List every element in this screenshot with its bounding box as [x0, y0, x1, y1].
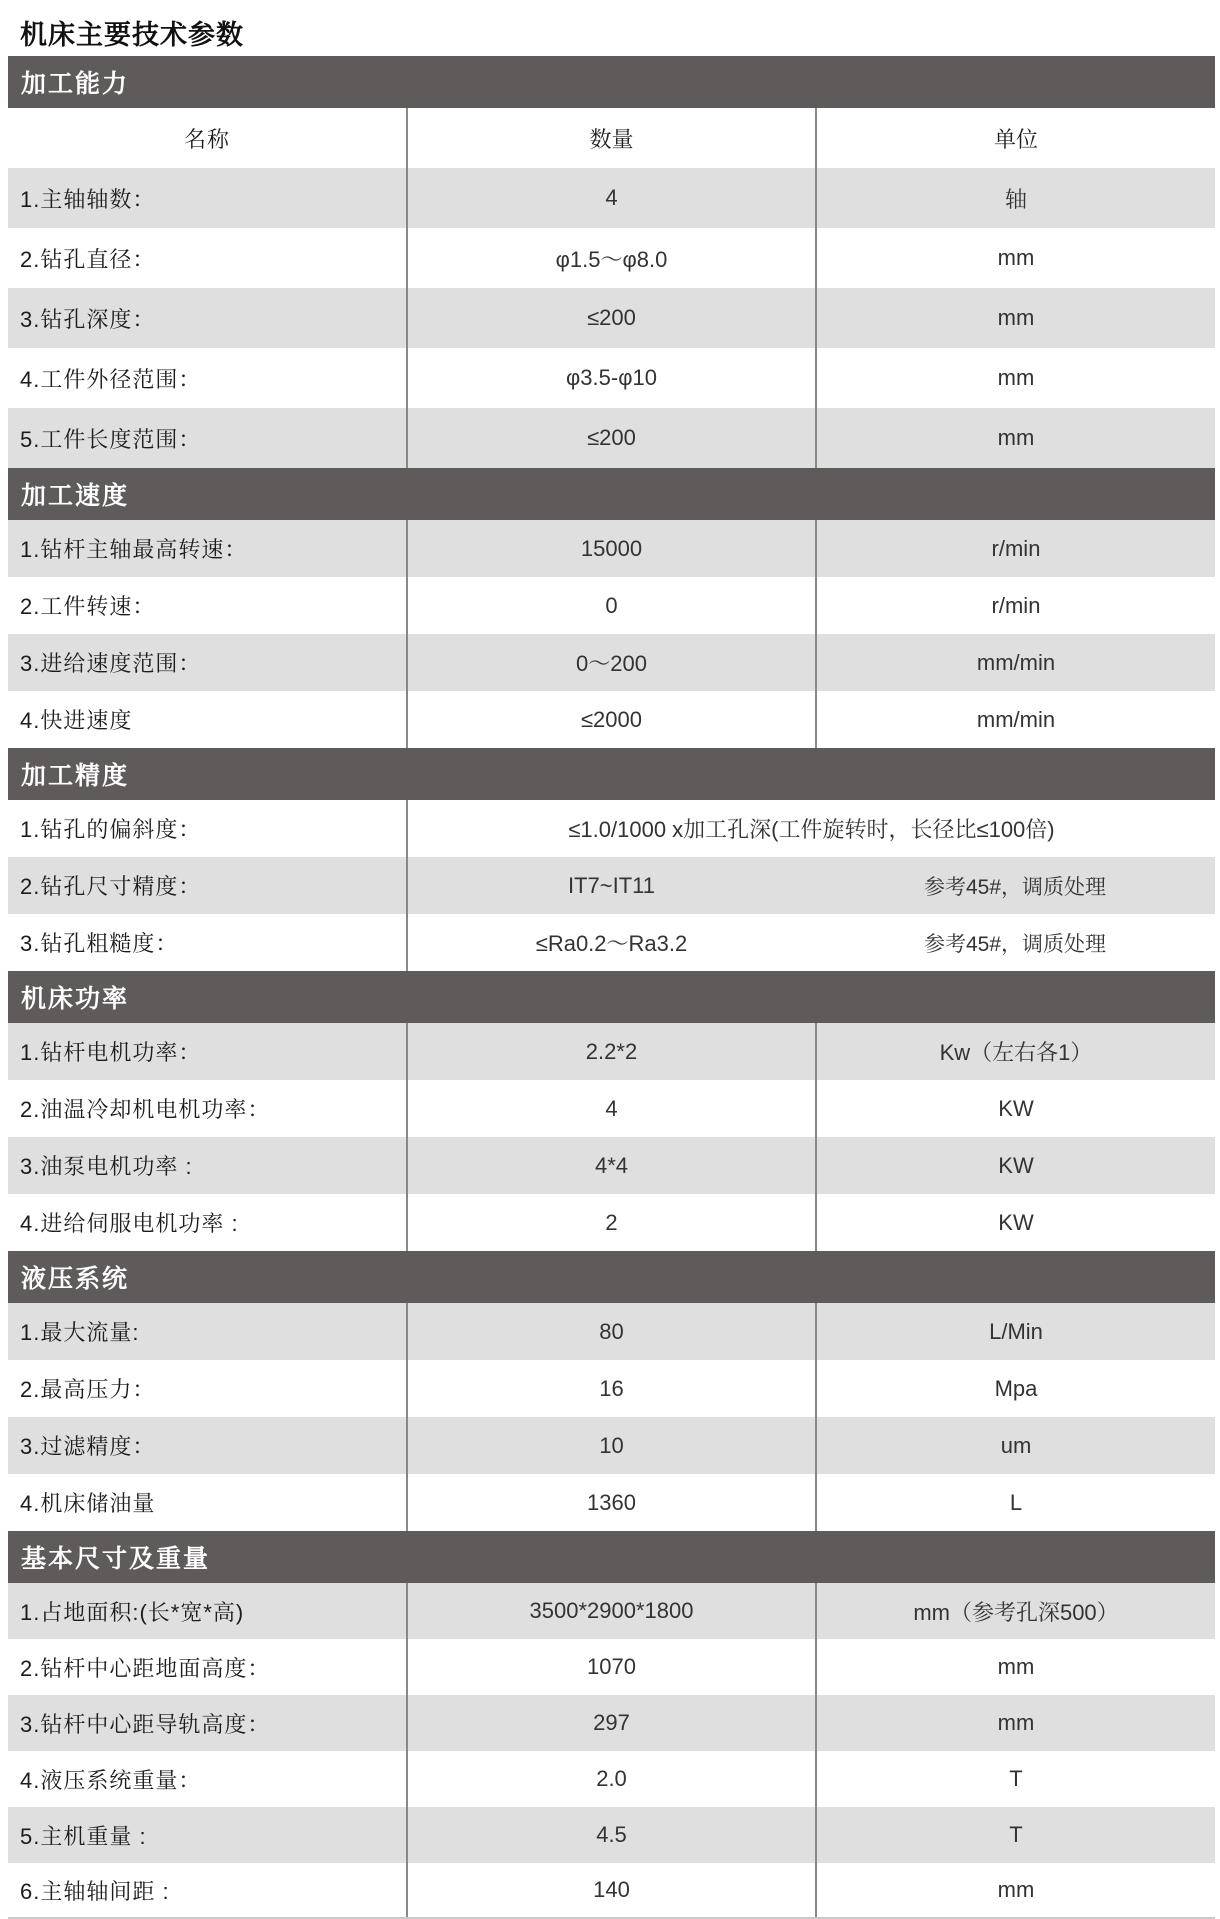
- spec-table: [8, 56, 1215, 1919]
- row-value: ≤200: [406, 288, 815, 348]
- row-unit: mm: [815, 228, 1215, 288]
- row-unit: r/min: [815, 520, 1215, 577]
- row-value: 297: [406, 1695, 815, 1751]
- row-label: 3.钻孔深度：: [20, 306, 156, 332]
- row-value: 80: [406, 1303, 815, 1360]
- section-title: 基本尺寸及重量: [21, 1545, 211, 1573]
- row-unit: L/Min: [815, 1303, 1215, 1360]
- column-header-quantity: 数量: [406, 108, 815, 168]
- row-label: 2.钻孔直径：: [20, 246, 156, 272]
- table-row: [8, 1303, 1215, 1360]
- row-unit: mm: [815, 1863, 1215, 1917]
- table-row: [8, 1639, 1215, 1695]
- section-machining-accuracy: [8, 800, 1215, 971]
- row-unit: KW: [815, 1137, 1215, 1194]
- table-row: [8, 634, 1215, 691]
- row-label: 1.钻杆电机功率：: [20, 1040, 202, 1065]
- row-unit: 轴: [815, 168, 1215, 228]
- column-header-unit: 单位: [815, 108, 1215, 168]
- row-unit: mm: [815, 1695, 1215, 1751]
- row-label: 5.主机重量 :: [20, 1823, 147, 1849]
- section-hydraulic-system: [8, 1303, 1215, 1531]
- table-row: [8, 800, 1215, 857]
- row-label: 1.钻杆主轴最高转速：: [20, 537, 248, 562]
- table-row: [8, 1863, 1215, 1919]
- table-header-row: [8, 108, 1215, 168]
- row-label: 2.钻杆中心距地面高度：: [20, 1655, 271, 1681]
- row-value: 4*4: [406, 1137, 815, 1194]
- spec-page: [8, 0, 1215, 1919]
- row-unit: 参考45#，调质处理: [923, 875, 1107, 899]
- row-unit: um: [815, 1417, 1215, 1474]
- row-label: 2.工件转速：: [20, 594, 156, 619]
- row-label: 3.油泵电机功率 :: [20, 1154, 193, 1179]
- table-row: [8, 1583, 1215, 1639]
- row-label: 2.油温冷却机电机功率：: [20, 1097, 271, 1122]
- row-value: 2.0: [406, 1751, 815, 1807]
- row-label: 3.钻孔粗糙度：: [20, 931, 179, 956]
- row-label: 1.最大流量:: [20, 1320, 140, 1345]
- section-header-machine-power: [8, 971, 1215, 1023]
- row-label: 4.液压系统重量：: [20, 1767, 202, 1793]
- row-value: 1360: [406, 1474, 815, 1531]
- section-machining-capacity: [8, 168, 1215, 468]
- row-unit: mm（参考孔深500）: [815, 1583, 1215, 1639]
- row-unit: mm/min: [815, 634, 1215, 691]
- section-machine-power: [8, 1023, 1215, 1251]
- row-label: 2.最高压力：: [20, 1377, 156, 1402]
- row-value: φ1.5～φ8.0: [406, 228, 815, 288]
- row-label: 3.进给速度范围：: [20, 651, 202, 676]
- row-unit: T: [815, 1751, 1215, 1807]
- row-value: 0～200: [406, 634, 815, 691]
- row-value: 1070: [406, 1639, 815, 1695]
- row-label: 4.工件外径范围：: [20, 366, 202, 392]
- section-machining-speed: [8, 520, 1215, 748]
- row-label: 6.主轴轴间距 :: [20, 1878, 170, 1904]
- row-unit: mm: [815, 1639, 1215, 1695]
- row-unit: mm: [815, 408, 1215, 468]
- row-unit: mm/min: [815, 691, 1215, 748]
- row-label: 4.机床储油量: [20, 1491, 156, 1516]
- section-header-machining-accuracy: [8, 748, 1215, 800]
- table-row: [8, 1807, 1215, 1863]
- section-header-dimensions-weight: [8, 1531, 1215, 1583]
- row-unit: 参考45#，调质处理: [923, 932, 1107, 956]
- section-title: 机床功率: [21, 985, 130, 1013]
- section-header-hydraulic-system: [8, 1251, 1215, 1303]
- row-value: IT7~IT11: [406, 857, 815, 914]
- row-value: 3500*2900*1800: [406, 1583, 815, 1639]
- row-label: 1.主轴轴数：: [20, 186, 156, 212]
- row-unit: L: [815, 1474, 1215, 1531]
- row-value: 2: [406, 1194, 815, 1251]
- row-value: ≤2000: [406, 691, 815, 748]
- row-value: 4: [406, 168, 815, 228]
- table-row: [8, 408, 1215, 468]
- row-label: 2.钻孔尺寸精度：: [20, 874, 202, 899]
- table-row: [8, 577, 1215, 634]
- row-value: ≤200: [406, 408, 815, 468]
- row-label: 1.占地面积:(长*宽*高): [20, 1599, 245, 1625]
- table-row: [8, 914, 1215, 971]
- table-row: [8, 1417, 1215, 1474]
- table-row: [8, 520, 1215, 577]
- row-value: 15000: [406, 520, 815, 577]
- row-value: 140: [406, 1863, 815, 1917]
- table-row: [8, 168, 1215, 228]
- row-value: 0: [406, 577, 815, 634]
- section-header-machining-speed: [8, 468, 1215, 520]
- row-unit: mm: [815, 348, 1215, 408]
- row-value: 2.2*2: [406, 1023, 815, 1080]
- section-title: 加工能力: [21, 70, 130, 98]
- table-row: [8, 691, 1215, 748]
- row-value: 10: [406, 1417, 815, 1474]
- table-row: [8, 1080, 1215, 1137]
- row-label: 5.工件长度范围：: [20, 426, 202, 452]
- row-value: ≤Ra0.2～Ra3.2: [406, 914, 815, 971]
- table-row: [8, 1474, 1215, 1531]
- row-unit: Mpa: [815, 1360, 1215, 1417]
- section-title: 加工精度: [21, 762, 130, 790]
- section-dimensions-weight: [8, 1583, 1215, 1919]
- table-row: [8, 288, 1215, 348]
- table-row: [8, 348, 1215, 408]
- row-value: 4: [406, 1080, 815, 1137]
- row-label: 3.钻杆中心距导轨高度：: [20, 1711, 271, 1737]
- table-row: [8, 1695, 1215, 1751]
- row-unit: r/min: [815, 577, 1215, 634]
- section-title: 加工速度: [21, 482, 130, 510]
- row-label: 4.进给伺服电机功率 :: [20, 1211, 239, 1236]
- row-label: 1.钻孔的偏斜度：: [20, 817, 202, 842]
- section-header-machining-capacity: [8, 56, 1215, 108]
- section-title: 液压系统: [21, 1265, 130, 1293]
- table-row: [8, 1751, 1215, 1807]
- row-unit: T: [815, 1807, 1215, 1863]
- row-unit: Kw（左右各1）: [815, 1023, 1215, 1080]
- column-header-name: 名称: [183, 126, 230, 152]
- row-unit: KW: [815, 1194, 1215, 1251]
- row-value: ≤1.0/1000 x加工孔深(工件旋转时，长径比≤100倍): [406, 800, 1215, 857]
- table-row: [8, 228, 1215, 288]
- table-row: [8, 1137, 1215, 1194]
- table-row: [8, 857, 1215, 914]
- row-label: 4.快进速度: [20, 708, 133, 733]
- table-row: [8, 1023, 1215, 1080]
- row-value: φ3.5-φ10: [406, 348, 815, 408]
- row-value: 4.5: [406, 1807, 815, 1863]
- row-label: 3.过滤精度：: [20, 1434, 156, 1459]
- row-unit: mm: [815, 288, 1215, 348]
- table-row: [8, 1194, 1215, 1251]
- row-unit: KW: [815, 1080, 1215, 1137]
- row-value: 16: [406, 1360, 815, 1417]
- page-title: 机床主要技术参数: [20, 20, 244, 50]
- table-row: [8, 1360, 1215, 1417]
